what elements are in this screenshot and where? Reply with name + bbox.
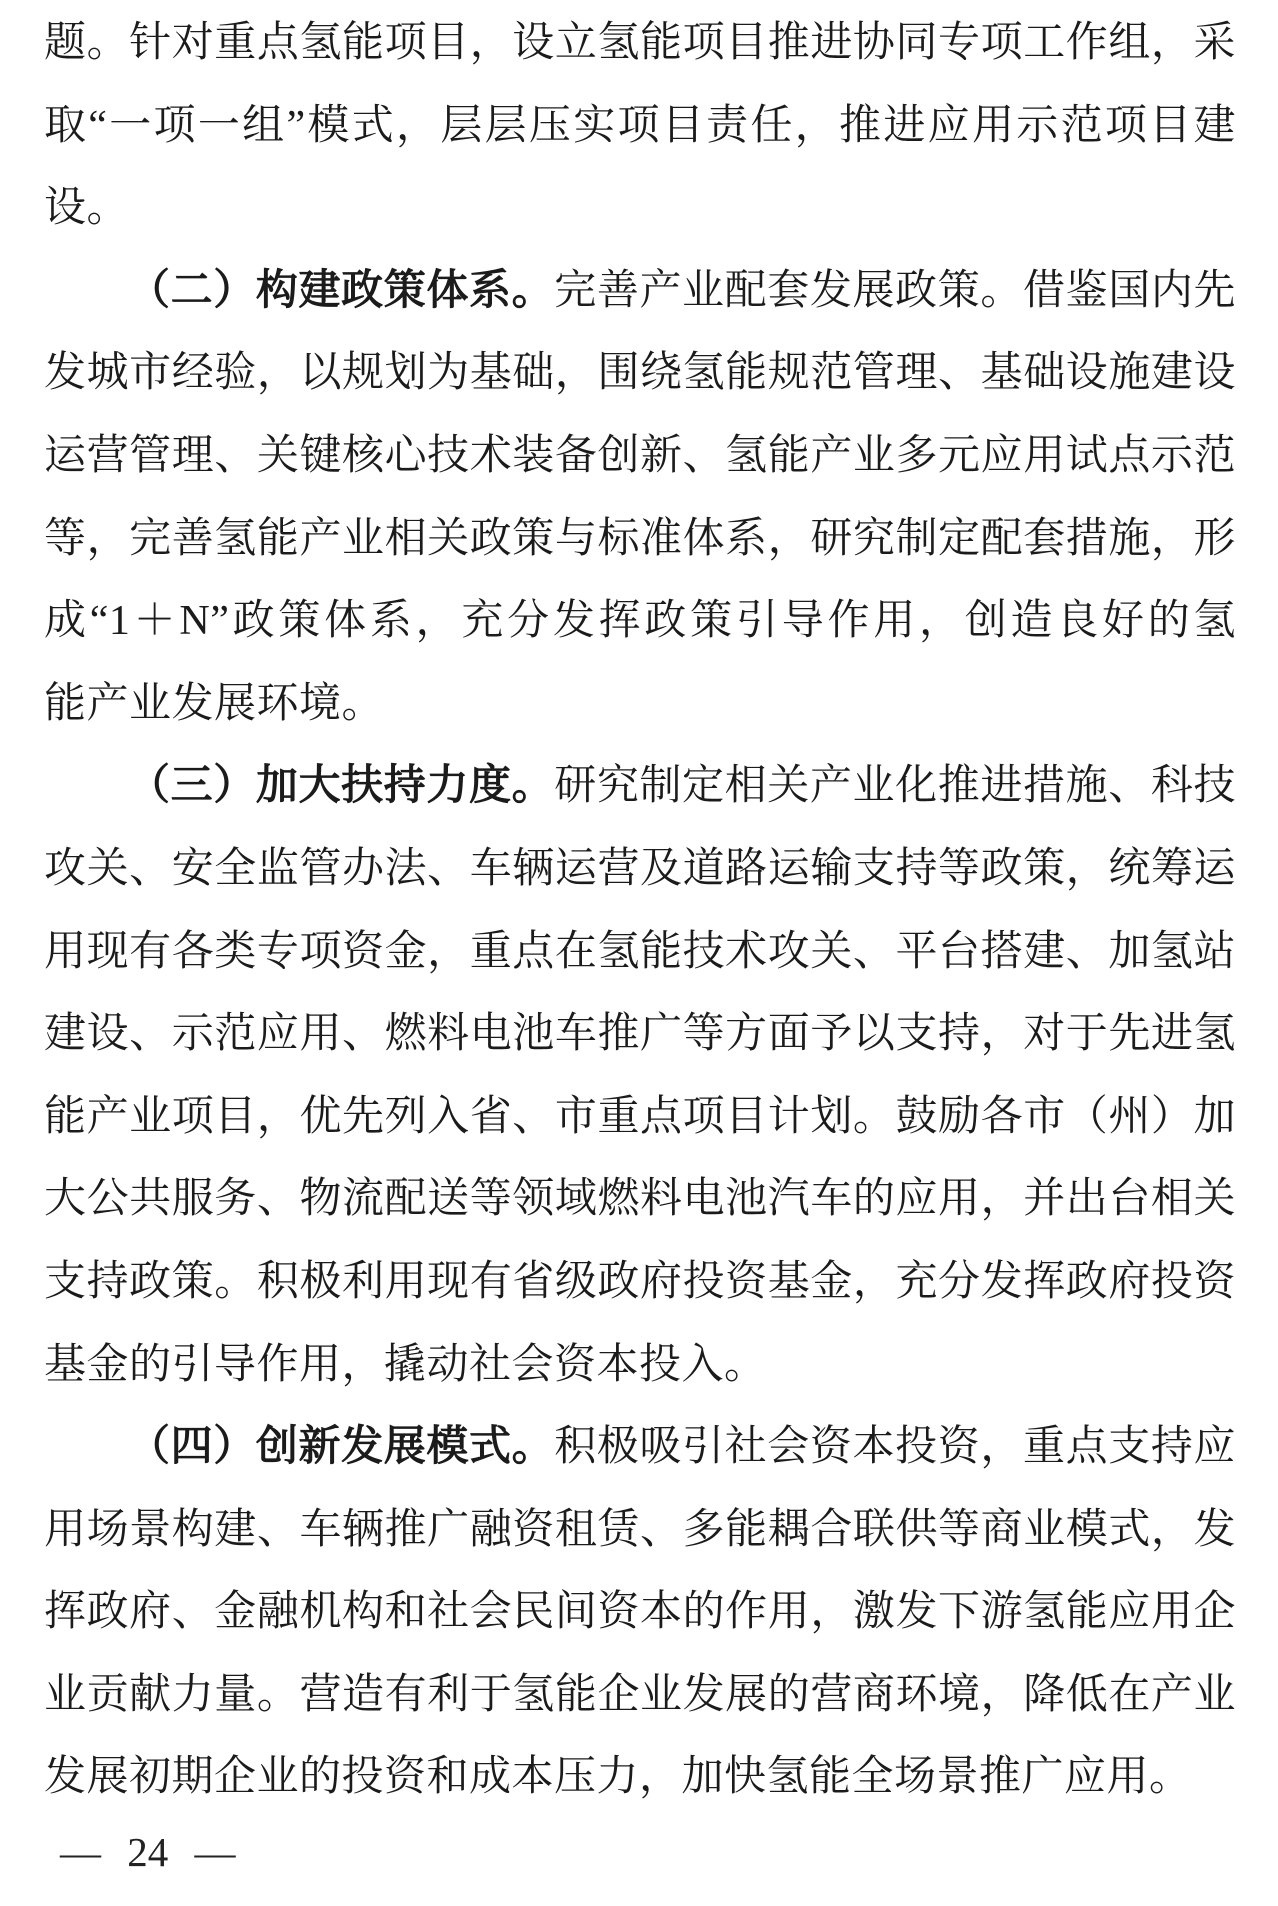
text-line [44,2,1236,85]
body-text: 等，完善氢能产业相关政策与标准体系，研究制定配套措施，形 [44,515,1236,562]
body-text: 能产业项目，优先列入省、市重点项目计划。鼓励各市（州）加 [44,1093,1236,1140]
body-text: 取“一项一组”模式，层层压实项目责任，推进应用示范项目建 [44,102,1236,149]
body-text: 用现有各类专项资金，重点在氢能技术攻关、平台搭建、加氢站 [44,928,1236,975]
text-line [44,1241,1236,1324]
body-text: 运营管理、关键核心技术装备创新、氢能产业多元应用试点示范 [44,432,1236,479]
text-line [44,1158,1236,1241]
text-line [44,167,1236,250]
body-text: 挥政府、金融机构和社会民间资本的作用，激发下游氢能应用企 [44,1589,1236,1636]
text-line [44,1076,1236,1159]
text-line [44,1406,1236,1489]
text-line [44,250,1236,333]
text-line [44,332,1236,415]
text-line [44,1736,1236,1819]
section-heading: （四）创新发展模式。 [128,1424,555,1471]
text-line [44,745,1236,828]
text-line [44,580,1236,663]
body-text: 基金的引导作用，撬动社会资本投入。 [44,1341,767,1388]
body-text: 业贡献力量。营造有利于氢能企业发展的营商环境，降低在产业 [44,1671,1236,1718]
document-lines [44,2,1236,1819]
body-text: 大公共服务、物流配送等领域燃料电池汽车的应用，并出台相关 [44,1176,1236,1223]
body-text: 建设、示范应用、燃料电池车推广等方面予以支持，对于先进氢 [44,1011,1236,1058]
body-text: 积极吸引社会资本投资，重点支持应 [554,1424,1236,1471]
text-line [44,1654,1236,1737]
text-line [44,85,1236,168]
section-heading: （三）加大扶持力度。 [128,763,555,810]
page-footer [60,1829,236,1875]
text-line [44,1489,1236,1572]
body-text: 支持政策。积极利用现有省级政府投资基金，充分发挥政府投资 [44,1258,1236,1305]
body-text: 用场景构建、车辆推广融资租赁、多能耦合联供等商业模式，发 [44,1506,1236,1553]
body-text: 发展初期企业的投资和成本压力，加快氢能全场景推广应用。 [44,1754,1192,1801]
body-text: 研究制定相关产业化推进措施、科技 [554,763,1236,810]
text-line [44,1324,1236,1407]
text-line [44,498,1236,581]
text-line [44,415,1236,498]
body-text: 发城市经验，以规划为基础，围绕氢能规范管理、基础设施建设 [44,350,1236,397]
text-line [44,828,1236,911]
section-heading: （二）构建政策体系。 [128,267,555,314]
page-number: — 24 — [60,1829,236,1875]
text-line [44,1571,1236,1654]
body-text: 成“1＋N”政策体系，充分发挥政策引导作用，创造良好的氢 [44,598,1236,645]
body-text: 完善产业配套发展政策。借鉴国内先 [554,267,1236,314]
body-text: 设。 [44,185,130,232]
body-text: 题。针对重点氢能项目，设立氢能项目推进协同专项工作组，采 [44,20,1236,66]
text-line [44,993,1236,1076]
text-line [44,911,1236,994]
text-line [44,663,1236,746]
body-text: 攻关、安全监管办法、车辆运营及道路运输支持等政策，统筹运 [44,845,1236,892]
body-text: 能产业发展环境。 [44,680,385,727]
